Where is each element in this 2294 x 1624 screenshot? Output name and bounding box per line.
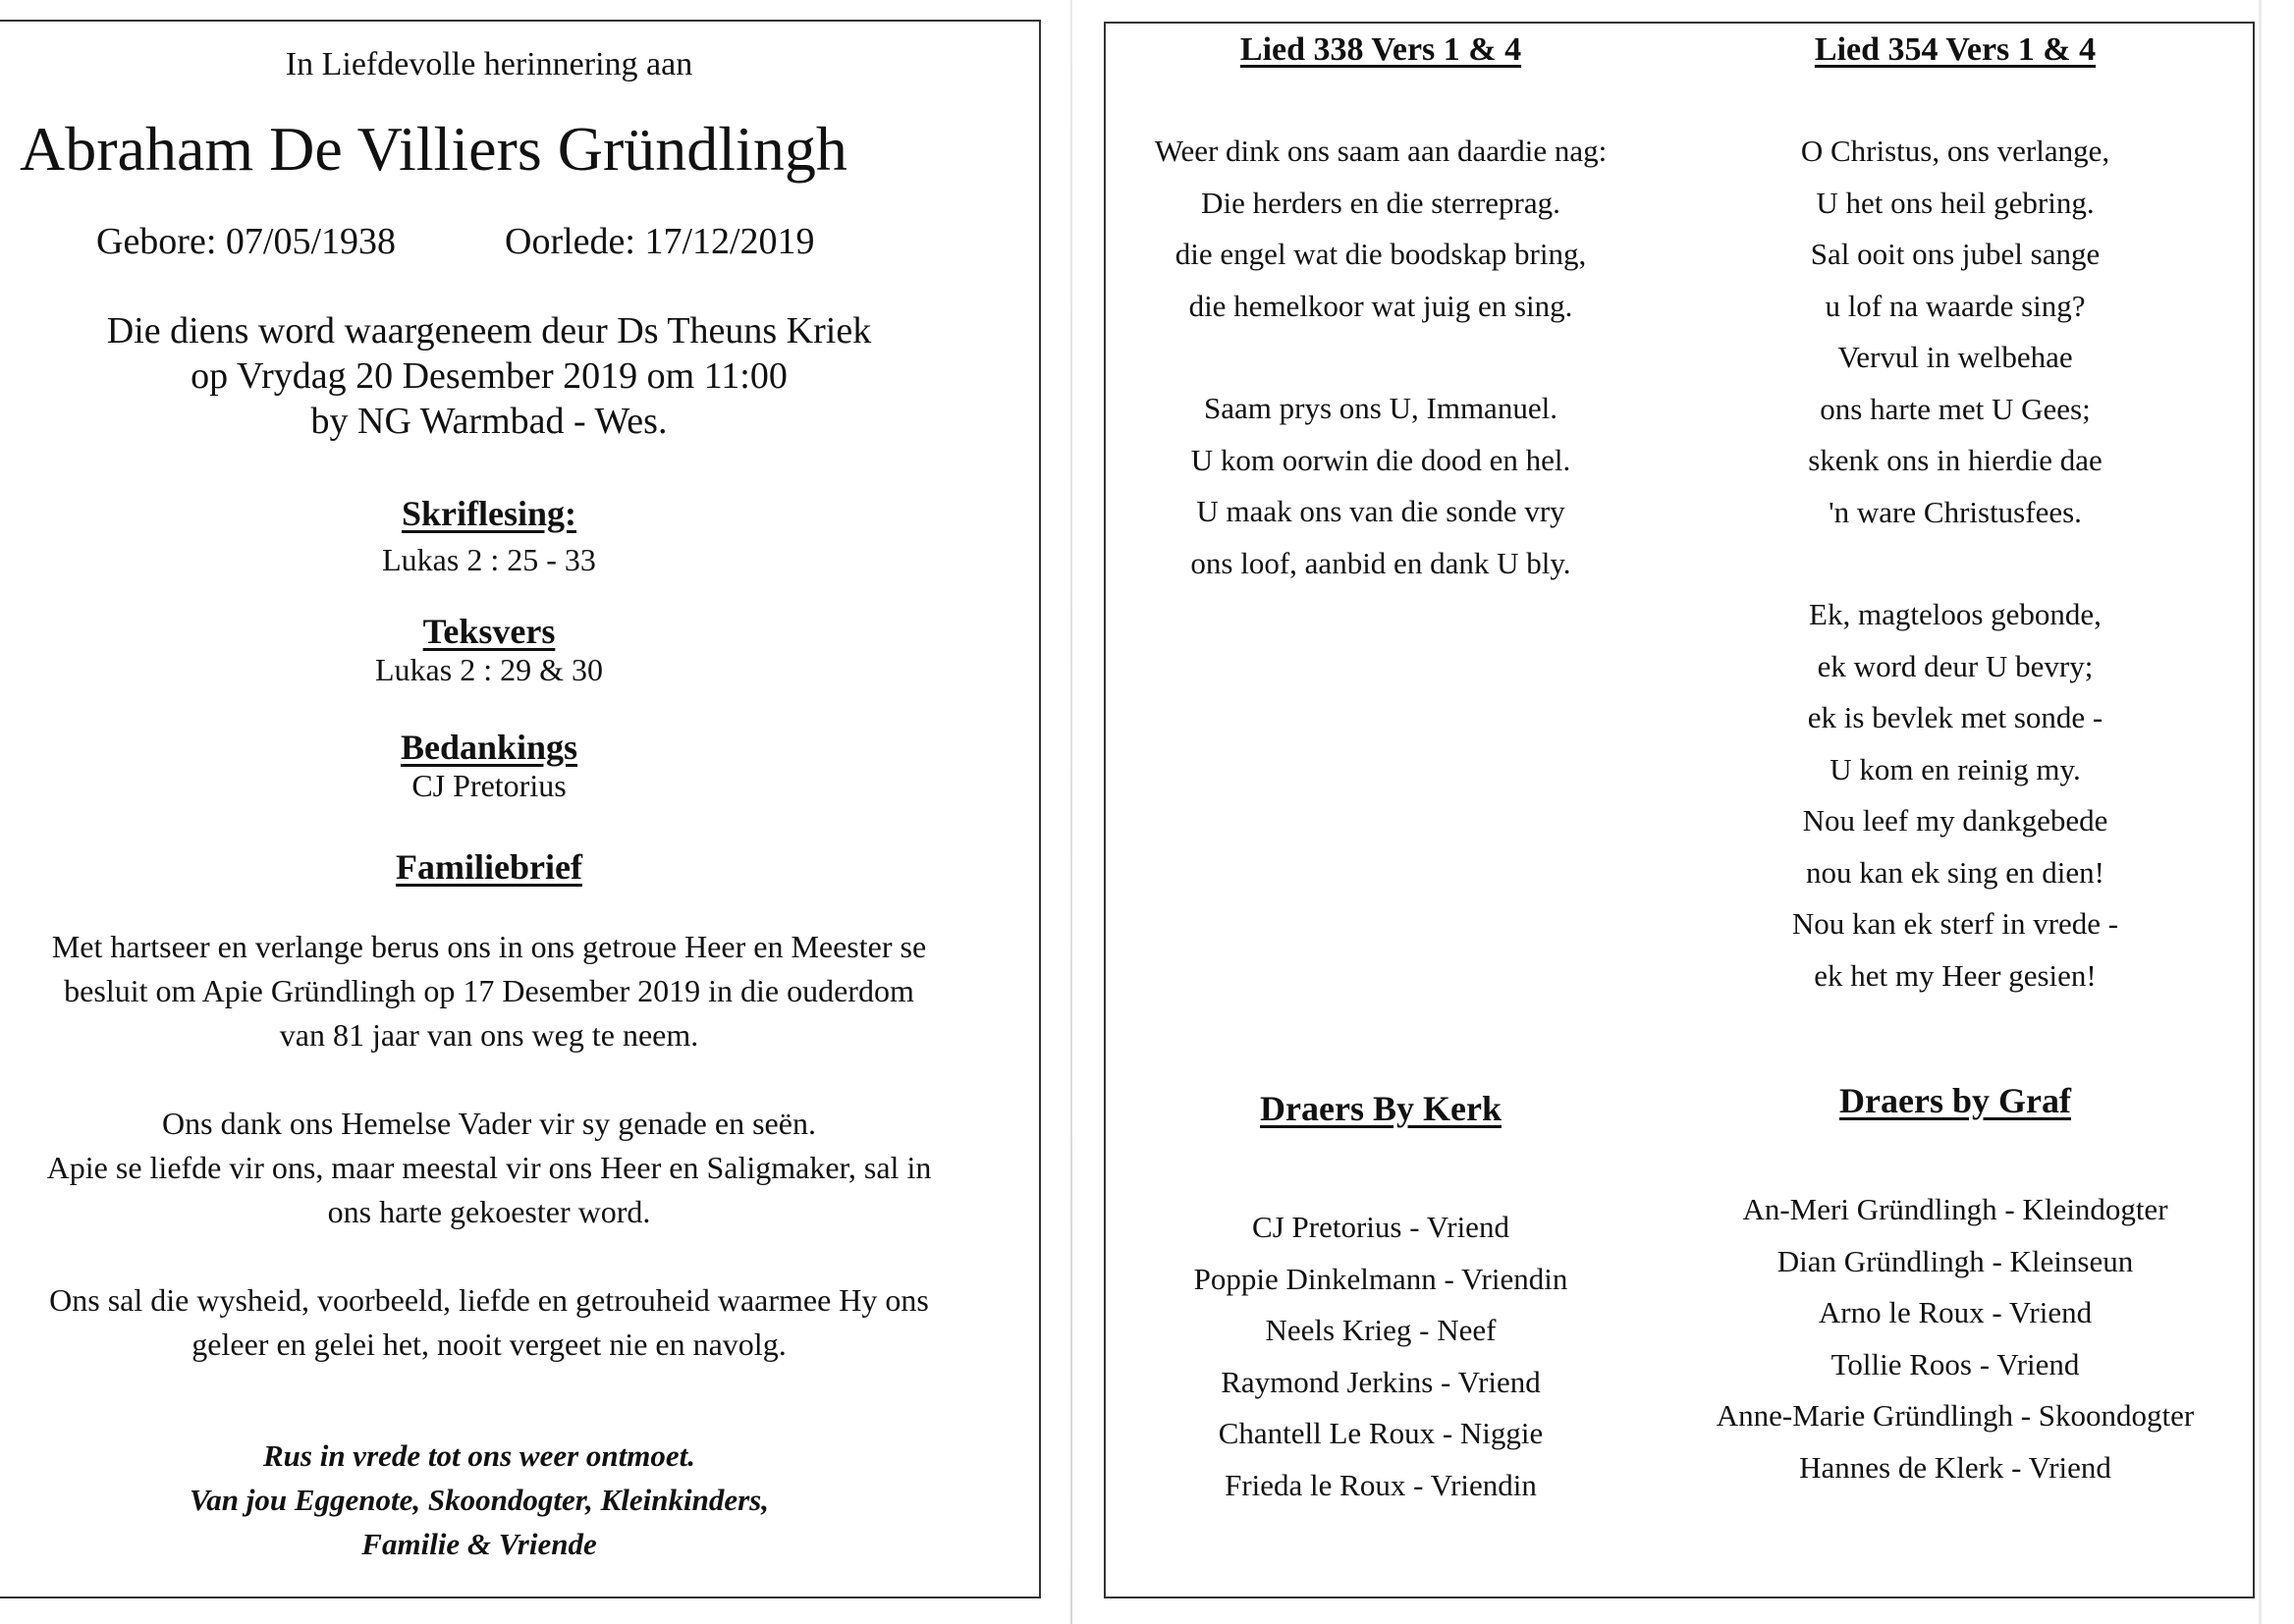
bearer-name: Chantell Le Roux - Niggie	[1218, 1416, 1544, 1450]
page-edge	[2259, 0, 2262, 1624]
thanks-name: CJ Pretorius	[411, 768, 567, 803]
letter-line: Apie se liefde vir ons, maar meestal vir ons Heer en Saligmaker, sal in	[46, 1150, 932, 1185]
intro-text: In Liefdevolle herinnering aan	[285, 46, 693, 82]
thanks-heading: Bedankings	[400, 728, 578, 767]
closing-line: Rus in vrede tot ons weer ontmoet.	[262, 1438, 696, 1473]
hymn-line: U het ons heil gebring.	[1816, 185, 2095, 220]
service-line: by NG Warmbad - Wes.	[310, 401, 668, 442]
bearer-name: Hannes de Klerk - Vriend	[1799, 1449, 2111, 1485]
closing-line: Van jou Eggenote, Skoondogter, Kleinkinders,	[190, 1483, 769, 1517]
hymn-line: ek word deur U bevry;	[1817, 648, 2094, 683]
hymn-line: U maak ons van die sonde vry	[1196, 494, 1565, 528]
hymn-338-title: Lied 338 Vers 1 & 4	[1239, 31, 1522, 68]
bearers-grave-heading: Draers by Graf	[1839, 1081, 2071, 1120]
bearer-name: Raymond Jerkins - Vriend	[1221, 1364, 1541, 1399]
hymn-354-verse-1	[1675, 126, 2235, 538]
service-line: Die diens word waargeneem deur Ds Theuns Kriek	[106, 310, 872, 352]
family-letter-heading: Familiebrief	[396, 847, 582, 887]
hymn-line: 'n ware Christusfees.	[1829, 494, 2082, 529]
scripture-reference: Lukas 2 : 25 - 33	[382, 542, 596, 577]
hymn-line: die engel wat die boodskap bring,	[1174, 237, 1587, 271]
bearer-name: Arno le Roux - Vriend	[1818, 1295, 2093, 1329]
bearer-name: Frieda le Roux - Vriendin	[1225, 1467, 1537, 1502]
bearers-church-heading: Draers By Kerk	[1260, 1089, 1502, 1128]
letter-line: Met hartseer en verlange berus ons in ons getroue Heer en Meester se	[51, 929, 927, 964]
hymn-line: Vervul in welbehae	[1837, 340, 2073, 374]
left-page	[0, 20, 1041, 1598]
deceased-name: Abraham De Villiers Gründlingh	[20, 114, 847, 184]
scripture-heading: Skriflesing:	[401, 494, 576, 533]
hymn-line: O Christus, ons verlange,	[1800, 134, 2110, 168]
hymn-line: Nou kan ek sterf in vrede -	[1791, 906, 2119, 941]
died-date: Oorlede: 17/12/2019	[505, 221, 815, 262]
letter-line: Ons sal die wysheid, voorbeeld, liefde en getrouheid waarmee Hy ons	[49, 1282, 929, 1318]
bearer-name: Dian Gründlingh - Kleinseun	[1776, 1243, 2134, 1278]
hymn-line: Weer dink ons saam aan daardie nag:	[1154, 134, 1608, 168]
service-details	[0, 308, 980, 444]
bearer-name: Poppie Dinkelmann - Vriendin	[1193, 1261, 1568, 1296]
hymn-354-verse-4	[1675, 589, 2235, 1001]
hymn-line: u lof na waarde sing?	[1825, 288, 2086, 323]
born-date: Gebore: 07/05/1938	[96, 221, 397, 262]
service-line: op Vrydag 20 Desember 2019 om 11:00	[191, 355, 788, 397]
text-verse-reference: Lukas 2 : 29 & 30	[375, 652, 603, 687]
letter-line: Ons dank ons Hemelse Vader vir sy genade en seën.	[162, 1106, 816, 1141]
bearer-name: Tollie Roos - Vriend	[1830, 1346, 2080, 1381]
letter-line: geleer en gelei het, nooit vergeet nie en navolg.	[191, 1326, 787, 1362]
hymn-line: U kom en reinig my.	[1830, 751, 2081, 786]
closing-message	[0, 1434, 970, 1566]
hymn-354-title: Lied 354 Vers 1 & 4	[1814, 31, 2097, 68]
hymn-line: ons harte met U Gees;	[1820, 391, 2091, 426]
letter-paragraph	[0, 1278, 1010, 1367]
bearer-name: An-Meri Gründlingh - Kleindogter	[1742, 1192, 2168, 1226]
bearer-name: Anne-Marie Gründlingh - Skoondogter	[1716, 1398, 2195, 1433]
letter-line: besluit om Apie Gründlingh op 17 Desember 2019 in die ouderdom	[64, 973, 914, 1008]
hymn-338-verse-1	[1106, 126, 1656, 332]
right-page	[1104, 22, 2255, 1598]
hymn-line: die hemelkoor wat juig en sing.	[1188, 288, 1573, 323]
hymn-line: Saam prys ons U, Immanuel.	[1204, 391, 1557, 425]
closing-line: Familie & Vriende	[361, 1527, 597, 1561]
hymn-line: skenk ons in hierdie dae	[1808, 443, 2103, 477]
bearer-name: Neels Krieg - Neef	[1265, 1313, 1497, 1347]
letter-paragraph	[0, 925, 1010, 1057]
bearer-name: CJ Pretorius - Vriend	[1252, 1210, 1509, 1244]
text-verse-heading: Teksvers	[422, 612, 556, 651]
letter-line: van 81 jaar van ons weg te neem.	[279, 1017, 699, 1053]
bearers-grave-list	[1675, 1184, 2235, 1493]
hymn-line: U kom oorwin die dood en hel.	[1190, 442, 1571, 477]
hymn-line: Die herders en die sterreprag.	[1201, 185, 1560, 220]
hymn-line: ek het my Heer gesien!	[1814, 957, 2097, 993]
hymn-line: ons loof, aanbid en dank U bly.	[1190, 545, 1571, 580]
hymn-line: Nou leef my dankgebede	[1802, 803, 2108, 838]
page-fold	[1070, 0, 1072, 1624]
bearers-church-list	[1106, 1202, 1656, 1511]
hymn-line: nou kan ek sing en dien!	[1806, 854, 2104, 890]
hymn-338-verse-4	[1106, 383, 1656, 589]
hymn-line: ek is bevlek met sonde -	[1807, 700, 2103, 734]
hymn-line: Ek, magteloos gebonde,	[1809, 597, 2102, 631]
letter-paragraph	[0, 1102, 1010, 1234]
letter-line: ons harte gekoester word.	[327, 1194, 651, 1229]
hymn-line: Sal ooit ons jubel sange	[1810, 237, 2101, 271]
